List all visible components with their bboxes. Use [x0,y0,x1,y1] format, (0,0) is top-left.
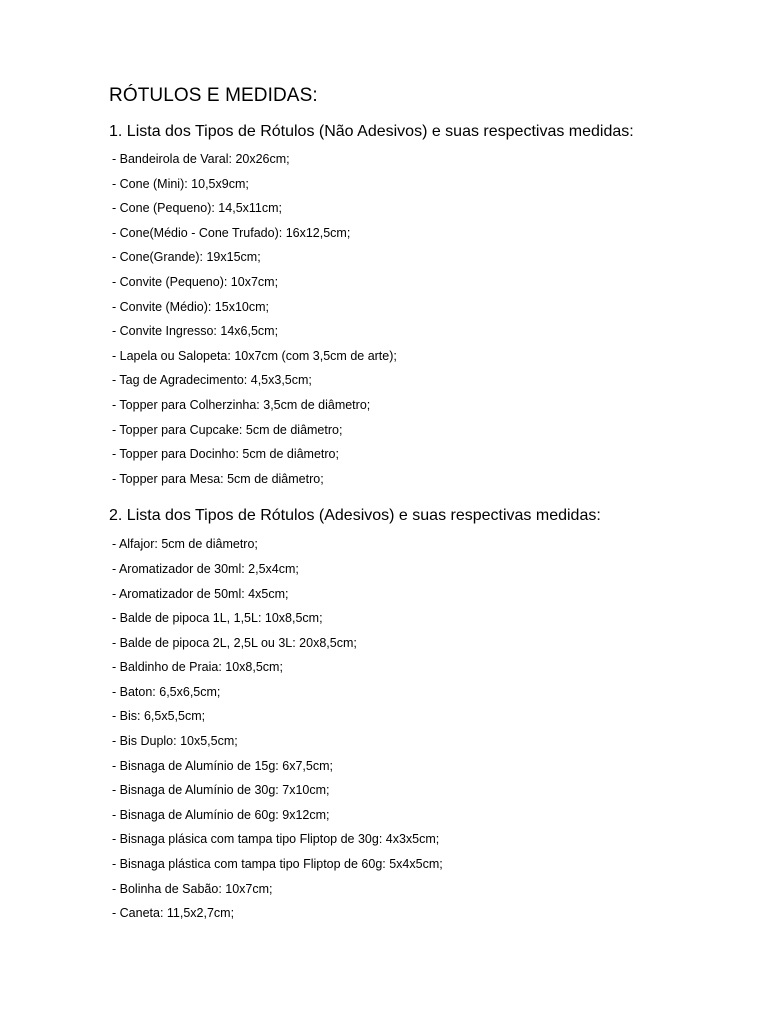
section-heading-non-adhesive: 1. Lista dos Tipos de Rótulos (Não Adesivos) e suas respectivas medidas: [109,123,634,140]
list-item: - Bisnaga plásica com tampa tipo Fliptop de 30g: 4x3x5cm; [112,832,440,847]
list-item: - Topper para Cupcake: 5cm de diâmetro; [112,422,343,437]
list-item: - Bisnaga plástica com tampa tipo Fliptop de 60g: 5x4x5cm; [112,857,443,872]
non-adhesive-label-list [109,147,729,491]
list-item: - Topper para Colherzinha: 3,5cm de diâmetro; [112,397,371,412]
list-item: - Bisnaga de Alumínio de 15g: 6x7,5cm; [112,758,333,773]
list-item: - Aromatizador de 50ml: 4x5cm; [112,586,289,601]
list-item: - Bis Duplo: 10x5,5cm; [112,734,238,749]
list-item: - Lapela ou Salopeta: 10x7cm (com 3,5cm de arte); [112,348,397,363]
section-heading-adhesive: 2. Lista dos Tipos de Rótulos (Adesivos) e suas respectivas medidas: [109,507,601,525]
list-item: - Bandeirola de Varal: 20x26cm; [112,152,290,166]
document-title: RÓTULOS E MEDIDAS: [109,85,318,106]
list-item: - Convite Ingresso: 14x6,5cm; [112,324,279,339]
list-item: - Baton: 6,5x6,5cm; [112,684,221,699]
document-page [109,84,729,926]
list-item: - Topper para Mesa: 5cm de diâmetro; [112,471,324,486]
list-item: - Aromatizador de 30ml: 2,5x4cm; [112,561,299,576]
list-item: - Cone(Grande): 19x15cm; [112,250,261,265]
list-item: - Convite (Médio): 15x10cm; [112,299,270,314]
list-item: - Topper para Docinho: 5cm de diâmetro; [112,447,339,462]
list-item: - Alfajor: 5cm de diâmetro; [112,537,258,552]
list-item: - Bolinha de Sabão: 10x7cm; [112,881,273,896]
list-item: - Cone(Médio - Cone Trufado): 16x12,5cm; [112,225,351,240]
list-item: - Bisnaga de Alumínio de 60g: 9x12cm; [112,807,330,822]
list-item: - Baldinho de Praia: 10x8,5cm; [112,660,283,675]
list-item: - Balde de pipoca 1L, 1,5L: 10x8,5cm; [112,611,323,626]
list-item: - Caneta: 11,5x2,7cm; [112,906,235,921]
adhesive-label-list [109,532,729,926]
list-item: - Bisnaga de Alumínio de 30g: 7x10cm; [112,783,330,798]
list-item: - Cone (Pequeno): 14,5x11cm; [112,201,283,216]
list-item: - Cone (Mini): 10,5x9cm; [112,176,249,191]
list-item: - Bis: 6,5x5,5cm; [112,709,206,724]
list-item: - Convite (Pequeno): 10x7cm; [112,274,279,289]
list-item: - Tag de Agradecimento: 4,5x3,5cm; [112,373,312,388]
list-item: - Balde de pipoca 2L, 2,5L ou 3L: 20x8,5cm; [112,635,357,650]
